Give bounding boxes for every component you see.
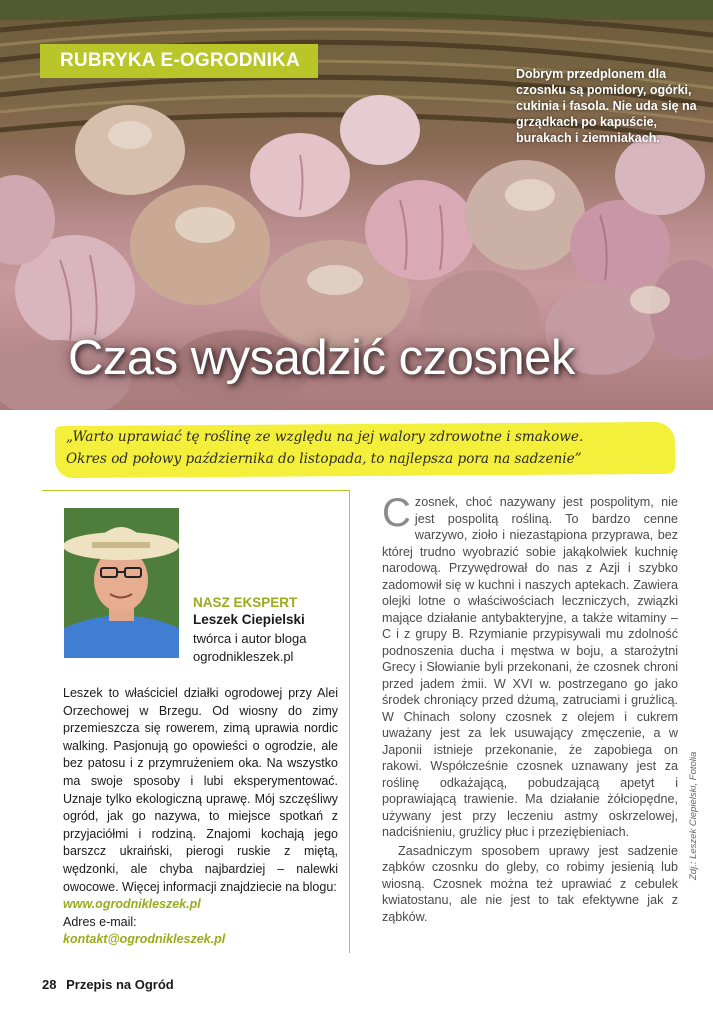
photo-credit: Zdj.: Leszek Ciepielski, Fotolia	[688, 751, 699, 880]
article-body	[382, 491, 678, 925]
rubric-label: RUBRYKA E-OGRODNIKA	[40, 44, 318, 78]
hero-photo	[0, 0, 713, 410]
expert-role: twórca i autor bloga ogrodnikleszek.pl	[193, 631, 307, 664]
portrait-illustration	[64, 508, 179, 658]
email-link[interactable]: kontakt@ogrodnikleszek.pl	[63, 932, 226, 947]
expert-portrait	[64, 508, 179, 658]
expert-bio	[63, 685, 338, 949]
drop-cap: C	[382, 491, 411, 535]
blog-link[interactable]: www.ogrodnikleszek.pl	[63, 897, 201, 912]
quote-line-1: „Warto uprawiać tę roślinę ze względu na jej walory zdrowotne i smakowe.	[66, 429, 584, 445]
page-number: 28	[42, 977, 57, 992]
quote-line-2: Okres od połowy października do listopada, to najlepsza pora na sadzenie”	[66, 451, 582, 467]
expert-bio-text: Leszek to właściciel działki ogrodowej przy Alei Orzechowej w Brzegu. Od wiosny do zimy przemieszcza się rowerem, zimą uprawia nordic walking. Pasjonują go opowieści o ogrodzie, ale bez patosu i z przymrużeniem oka. Na wszystko ma swoje sposoby i lubi eksperymentować. Uznaje tylko ekologiczną uprawę. Mój szczęśliwy ogród, jak go nazywa, to miejsce spotkań z przyjaciółmi i rodziną. Znajomi kochają jego barszcz ukraiński, pierogi ruskie z miętą, wędzonki, ale chyba najbardziej – nalewki owocowe. Więcej informacji znajdziecie na blogu:	[63, 686, 338, 894]
email-label: Adres e-mail:	[63, 914, 137, 929]
expert-name: Leszek Ciepielski	[193, 612, 305, 627]
article-paragraph	[382, 491, 678, 841]
magazine-name: Przepis na Ogród	[66, 977, 174, 992]
page-footer	[42, 977, 174, 992]
article-paragraph-2: Zasadniczym sposobem uprawy jest sadzenie ząbków czosnku do gleby, co robimy jesienią lub wiosną. Czosnek można też uprawiać z cebulek kwiatostanu, ale nie jest to tak efektywne jak z ząbków.	[382, 843, 678, 924]
article-paragraph-1-text: zosnek, choć nazywany jest pospolitym, nie jest pospolitą rośliną. To bardzo cenne warzywo, zioło i niezastąpiona przyprawa, bez której trudno wyobrazić sobie jakąkolwiek kuchnię narodową. Przywędrował do nas z Azji i szybko zadomowił się w kuchni i naszych aptekach. Zawiera olejki lotne o właściwościach leczniczych, związki mające działanie antybakteryjne, a także witaminy – C i z grupy B. Rzymianie przypisywali mu zdolność podnoszenia ducha i męstwa w boju, a starożytni Grecy i Słowianie byli przekonani, że czosnek chroni przed jadem żmii. W XVI w. postrzegano go jako środek chroniący przed dżumą, zatruciami i grużlicą. W Chinach solony czosnek z olejem i cukrem uważany jest za lek usuwający zmęczenie, a w Japonii istnieje przekonanie, że zapobiega on rakowi. Współcześnie czosnek uznawany jest za roślinę odkażającą, pobudzającą apetyt i poprawiającą trawienie. Ma działanie żółciopędne, używany jest przy leczeniu astmy oskrzelowej, nadciśnieniu, grużlicy płuc i przeziębieniach.	[382, 495, 678, 839]
expert-label: NASZ EKSPERT	[193, 595, 298, 610]
page-title: Czas wysadzić czosnek	[68, 331, 575, 385]
pull-quote	[66, 426, 686, 470]
hero-sidenote: Dobrym przedplonem dla czosnku są pomidory, ogórki, cukinia i fasola. Nie uda się na grządkach po kapuście, burakach i ziemniakach.	[516, 67, 697, 145]
